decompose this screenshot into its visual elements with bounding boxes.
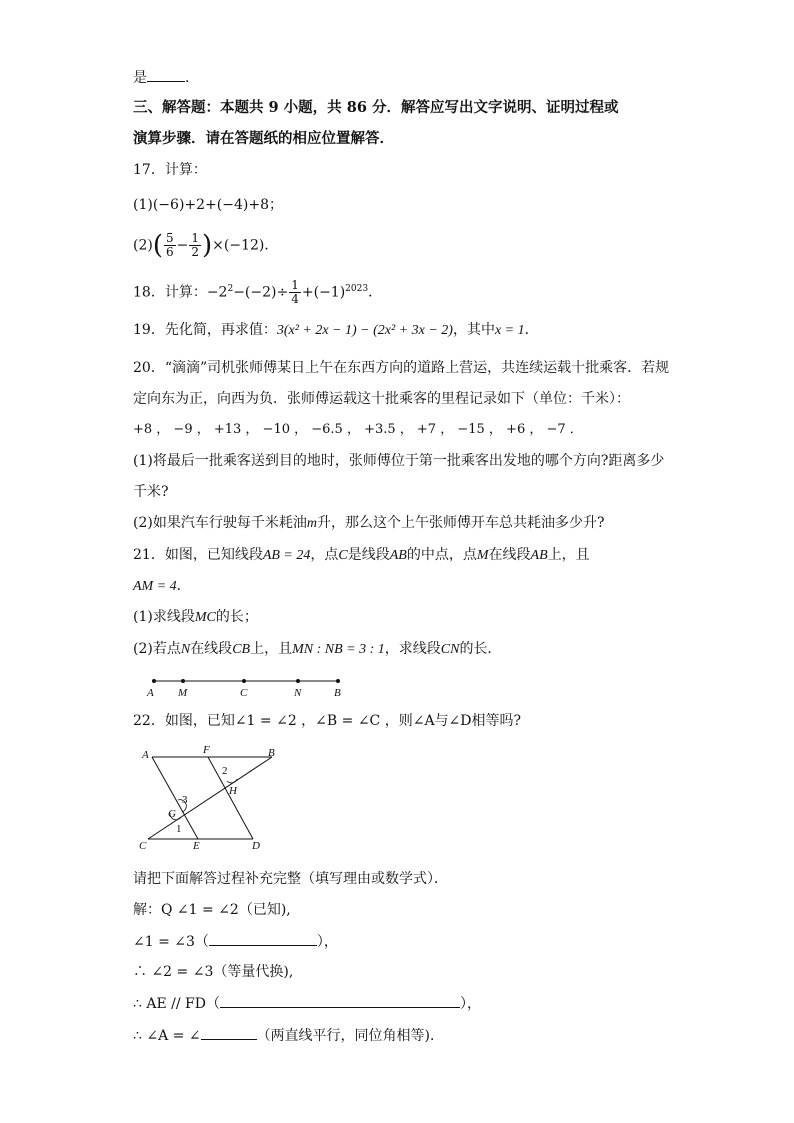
angle-blank[interactable] xyxy=(201,1024,257,1040)
q22-step-1: 解：Q ∠1 = ∠2（已知), xyxy=(133,902,291,918)
q21-var-cn: CN xyxy=(440,642,460,657)
q17-part2 xyxy=(133,232,278,259)
q22-instruction: 请把下面解答过程补充完整（填写理由或数学式）． xyxy=(133,871,448,887)
q21-var-ab: AB xyxy=(530,548,548,563)
label-g: G xyxy=(168,808,176,820)
q18-end: ． xyxy=(368,284,383,301)
q22-step-2 xyxy=(133,930,338,952)
q22-step-4-b: ）， xyxy=(459,996,481,1012)
q22-step-5-a: ∴ ∠A = ∠ xyxy=(133,1028,201,1044)
minus-sign: − xyxy=(176,237,189,254)
q17-part1-label: (1) xyxy=(133,197,153,213)
label-n: N xyxy=(294,687,302,699)
q20-records: +8 ， −9 ， +13 ， −10 ， −6.5 ， +3.5 ， +7 ， −15 ， +6 ， −7 ． xyxy=(133,422,583,437)
fraction-5-6 xyxy=(164,232,176,259)
q18-expr-c: +(−1) xyxy=(301,284,346,301)
q21-text: 在线段 xyxy=(190,641,233,657)
q21-line-1 xyxy=(133,545,590,566)
label-angle-3: 3 xyxy=(182,794,188,806)
q20-part2-b: 升，那么这个上午张师傅开车总共耗油多少升? xyxy=(316,515,605,531)
q21-var-n: N xyxy=(180,642,191,657)
left-paren: ( xyxy=(152,230,163,261)
section-heading-2: 演算步骤．请在答题纸的相应位置解答． xyxy=(133,130,394,147)
q21-var-mc: MC xyxy=(194,610,216,625)
q22-step-3: ∴ ∠2 = ∠3（等量代换), xyxy=(133,964,294,980)
top-line-end: ． xyxy=(185,70,199,86)
point-n xyxy=(296,679,300,683)
q21-var-m: M xyxy=(476,548,489,563)
q22-step-4 xyxy=(133,992,481,1014)
top-line xyxy=(133,66,199,88)
fraction-1-4 xyxy=(289,279,301,306)
q18-heading: 18．计算： xyxy=(133,284,207,301)
q21-text: 的中点，点 xyxy=(406,547,477,563)
q21-am-eq: AM = 4 xyxy=(133,579,177,594)
q20-part2 xyxy=(133,513,604,534)
point-m xyxy=(181,679,185,683)
q18-exponent-c: 2023 xyxy=(345,284,369,294)
q19-heading: 19．先化简，再求值： xyxy=(133,322,277,338)
q21-ratio: MN : NB = 3 : 1 xyxy=(292,642,385,657)
q20-part1-line-1: (1)将最后一批乘客送到目的地时，张师傅位于第一批乘客出发地的哪个方向?距离多少 xyxy=(133,453,665,469)
q17-part2-end: ． xyxy=(264,237,279,254)
q22-step-5 xyxy=(133,1024,444,1046)
label-h: H xyxy=(229,785,237,797)
q19-mid: ，其中 xyxy=(452,322,495,338)
right-paren: ) xyxy=(202,230,213,261)
point-c xyxy=(242,679,246,683)
q18-exponent-a: 2 xyxy=(227,284,234,294)
top-line-text: 是 xyxy=(133,70,147,86)
fraction-denominator: 4 xyxy=(291,292,299,307)
fraction-denominator: 6 xyxy=(166,245,174,259)
reason-blank-1[interactable] xyxy=(209,930,317,946)
q22-step-2-b: ）， xyxy=(316,934,338,950)
q20-part2-var: m xyxy=(306,516,317,531)
answer-blank[interactable] xyxy=(147,66,185,82)
q19-expression: 3(x² + 2x − 1) − (2x² + 3x − 2) xyxy=(276,323,453,338)
q21-line-2 xyxy=(133,576,191,597)
q19-end: ． xyxy=(524,322,539,338)
q21-text: (2)若点 xyxy=(133,641,181,657)
label-angle-1: 1 xyxy=(176,823,182,835)
reason-blank-2[interactable] xyxy=(220,992,460,1008)
q17-part1-end: ； xyxy=(268,197,283,213)
q19-line xyxy=(133,320,539,341)
label-m: M xyxy=(178,687,188,699)
section-heading-1: 三、解答题：本题共 9 小题，共 86 分．解答应写出文字说明、证明过程或 xyxy=(133,99,619,116)
q21-text: 的长； xyxy=(215,609,258,625)
point-b xyxy=(336,679,340,683)
line-cb xyxy=(148,757,272,839)
q21-text: ，求线段 xyxy=(384,641,441,657)
angle-arc-2 xyxy=(227,779,237,783)
q17-heading: 17．计算： xyxy=(133,162,207,178)
label-a: A xyxy=(147,687,154,699)
q21-var-c: C xyxy=(338,548,348,563)
q21-text: 是线段 xyxy=(347,547,390,563)
fraction-1-2 xyxy=(189,232,201,259)
fraction-denominator: 2 xyxy=(191,245,200,259)
q22-line: 22．如图，已知∠1 = ∠2 ，∠B = ∠C ，则∠A与∠D相等吗? xyxy=(133,713,522,729)
q19-condition: x = 1 xyxy=(494,323,525,338)
q21-part1 xyxy=(133,607,258,628)
fraction-numerator: 1 xyxy=(191,231,200,245)
fraction-numerator: 1 xyxy=(291,278,299,293)
q21-line-2-end: ． xyxy=(176,578,191,594)
label-d: D xyxy=(252,840,260,852)
q21-text: ，点 xyxy=(310,547,339,563)
q21-text: 上，且 xyxy=(547,547,590,563)
label-angle-2: 2 xyxy=(222,765,228,777)
label-c: C xyxy=(139,840,147,852)
q21-text: (1)求线段 xyxy=(133,609,195,625)
q22-step-4-a: ∴ AE // FD（ xyxy=(133,996,220,1012)
q21-var-ab: AB xyxy=(389,548,407,563)
q21-part2 xyxy=(133,639,501,660)
point-a xyxy=(152,679,156,683)
fraction-numerator: 5 xyxy=(166,231,174,245)
q20-part1-line-2: 千米? xyxy=(133,484,169,500)
label-a: A xyxy=(142,749,149,761)
q21-var-cb: CB xyxy=(232,642,251,657)
q21-text: 在线段 xyxy=(488,547,531,563)
q17-part2-tail: ×(−12) xyxy=(212,237,265,254)
q18-expr-a: −2 xyxy=(206,284,228,301)
q21-text: 上，且 xyxy=(250,641,293,657)
q18-line xyxy=(133,279,382,306)
q22-step-2-a: ∠1 = ∠3（ xyxy=(133,934,209,950)
q17-part1 xyxy=(133,195,283,215)
segment-figure xyxy=(140,672,360,700)
q18-expr-b: −(−2)÷ xyxy=(233,284,289,301)
line-ae xyxy=(152,757,198,839)
label-f: F xyxy=(203,744,210,756)
q20-part2-a: (2)如果汽车行驶每千米耗油 xyxy=(133,515,307,531)
q22-step-5-b: （两直线平行，同位角相等)． xyxy=(256,1028,445,1044)
q17-part2-label: (2) xyxy=(133,237,153,254)
label-e: E xyxy=(193,840,200,852)
q17-part1-expr: (−6)+2+(−4)+8 xyxy=(152,197,269,213)
q21-text: 的长． xyxy=(459,641,502,657)
label-b: B xyxy=(334,687,341,699)
q21-ab-eq: AB = 24 xyxy=(262,548,311,563)
q20-line-2: 定向东为正，向西为负．张师傅运载这十批乘客的里程记录如下（单位：千米）： xyxy=(133,391,630,407)
line-fd xyxy=(208,757,253,839)
q21-text: 21．如图，已知线段 xyxy=(133,547,263,563)
q20-line-1: 20．“滴滴”司机张师傅某日上午在东西方向的道路上营运，共连续运载十批乘客．若规 xyxy=(133,360,670,376)
angle-figure xyxy=(136,740,286,855)
label-c: C xyxy=(240,687,248,699)
label-b: B xyxy=(268,747,275,759)
